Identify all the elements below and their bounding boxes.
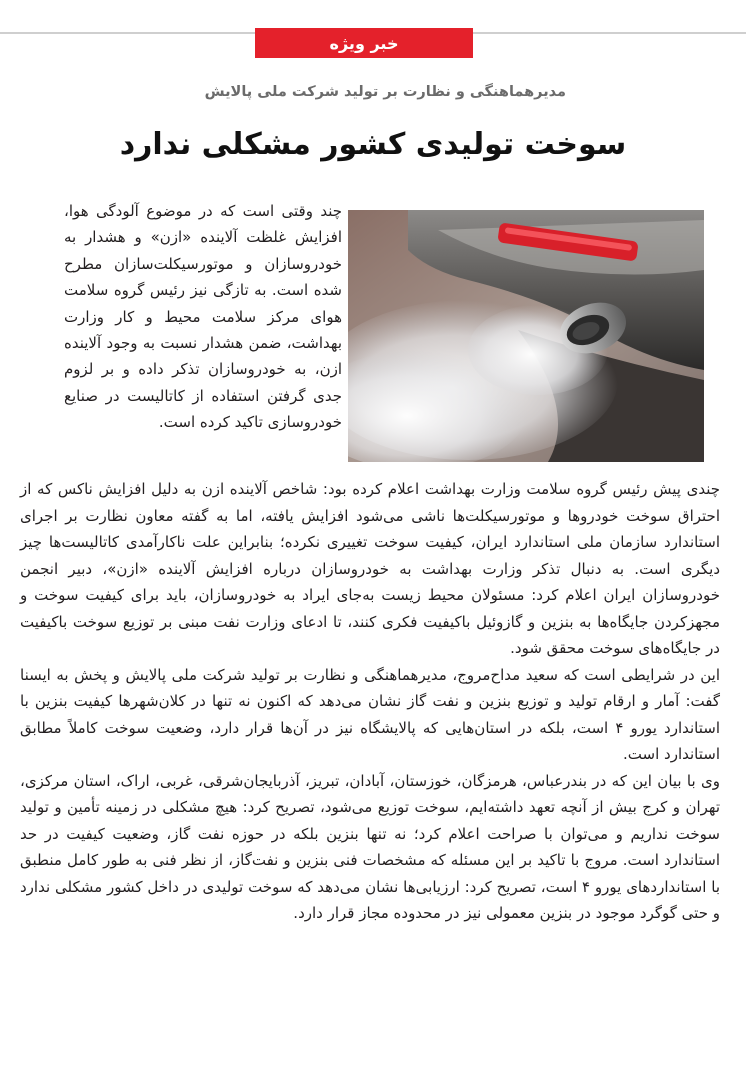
article-body [20,476,720,927]
body-paragraph-2: این در شرایطی است که سعید مداح‌مروج، مدیرهماهنگی و نظارت بر تولید شرکت ملی پالایش و پخش به ایسنا گفت: آمار و ارقام تولید و توزیع بنزین و نفت گاز نشان می‌دهد که اکنون نه تنها در کلان‌شهرها کیفیت بنزین با استاندارد یورو ۴ است، بلکه در استان‌هایی که پالایشگاه نیز در آن‌ها قرار دارد، وضعیت سوخت کاملاً مطابق استاندارد است. [20,665,721,763]
intro-column [64,198,342,436]
intro-paragraph: چند وقتی است که در موضوع آلودگی هوا، افزایش غلظت آلاینده «ازن» و هشدار به خودروسازان و موتورسیکلت‌سازان مطرح شده است. به تازگی نیز رئیس گروه سلامت هوای مرکز سلامت محیط و کار وزارت بهداشت، ضمن هشدار نسبت به وجود آلاینده ازن، به خودروسازان تذکر داده و بر لزوم جدی گرفتن استفاده از کاتالیست در صنایع خودروسازی تاکید کرده است. [64,202,342,432]
body-paragraph-1: چندی پیش رئیس گروه سلامت وزارت بهداشت اعلام کرده بود: شاخص آلاینده ازن به دلیل افزایش ناکس که از احتراق سوخت خودروها و موتورسیکلت‌ها ناشی می‌شود افزایش یافته، اما به گفته معاون نظارت بر اجرای استاندارد سازمان ملی استاندارد ایران، کیفیت سوخت تغییری نکرده؛ بنابراین علت ناکارآمدی کاتالیست‌ها چیز دیگری است. به دنبال تذکر وزارت بهداشت به خودروسازان درباره افزایش آلاینده «ازن»، دبیر انجمن خودروسازان ایران اعلام کرد: مسئولان محیط زیست به‌جای ایراد به خودروسازان، باید برای کیفیت سوخت و مجهزکردن جایگاه‌ها به بنزین و گازوئیل باکیفیت فکری کنند، تا ادعای وزارت نفت مبنی بر توزیع سوخت باکیفیت در جایگاه‌های سوخت محقق شود. [20,480,720,657]
body-paragraph-3: وی با بیان این که در بندرعباس، هرمزگان، خوزستان، آبادان، تبریز، آذربایجان‌شرقی، غربی، اراک، استان مرکزی، تهران و کرج بیش از آنچه تعهد داشته‌ایم، سوخت توزیع می‌شود، تصریح کرد: هیچ مشکلی در زمینه تأمین و تولید سوخت نداریم و می‌توان با صراحت اعلام کرد؛ نه تنها بنزین بلکه در حوزه نفت گاز، وضعیت کیفیت در حد استاندارد است. مروج با تاکید بر این مسئله که مشخصات فنی بنزین و نفت‌گاز، از نظر فنی به طور کامل منطبق با استانداردهای یورو ۴ است، تصریح کرد: ارزیابی‌ها نشان می‌دهد که سوخت تولیدی در داخل کشور مشکلی ندارد و حتی گوگرد موجود در بنزین معمولی نیز در محدوده مجاز قرار دارد. [20,771,720,922]
headline: سوخت تولیدی کشور مشکلی ندارد [119,127,627,162]
exhaust-photo [348,210,704,462]
surtitle: مدیرهماهنگی و نظارت بر تولید شرکت ملی پالایش [204,84,566,100]
section-label: خبر ویژه [255,28,473,58]
